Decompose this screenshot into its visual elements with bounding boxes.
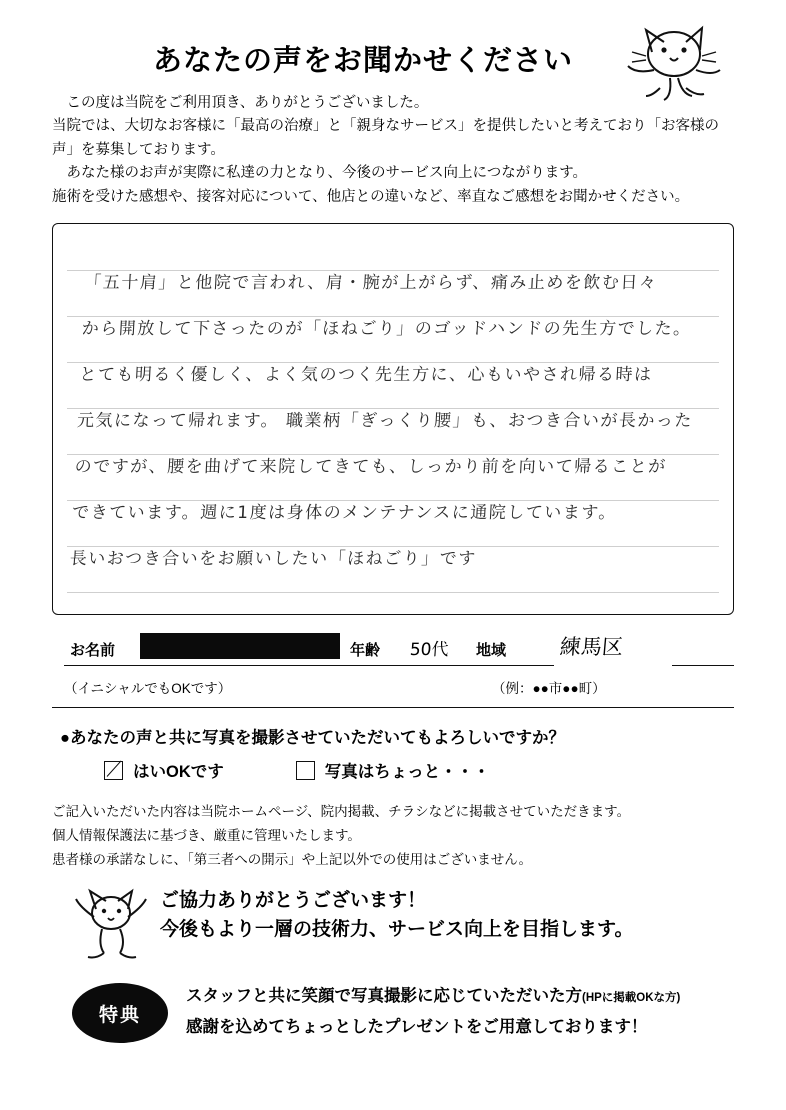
region-field-underline (672, 665, 734, 666)
name-redaction-block (140, 633, 340, 659)
intro-line-2: 当院では、大切なお客様に「最高の治療」と「親身なサービス」を提供したいと考えており「お客様の声」を募集しております。 (52, 118, 719, 158)
handwritten-comment-box (52, 223, 734, 615)
bonus-line-1-main: スタッフと共に笑顔で写真撮影に応じていただいた方 (186, 987, 582, 1006)
respondent-fields (52, 631, 734, 675)
thanks-section (52, 887, 734, 963)
intro-line-3: あなた様のお声が実際に私達の力となり、今後のサービス向上につながります。 (66, 165, 588, 182)
cat-mascot-icon (616, 22, 726, 102)
name-label: お名前 (70, 642, 116, 660)
cat-mascot-cheer-icon (72, 887, 150, 959)
intro-text (52, 92, 730, 209)
form-header (0, 0, 786, 92)
region-label: 地域 (476, 642, 507, 660)
page-title: あなたの声をお聞かせください (152, 45, 573, 77)
name-hint: （イニシャルでもOKです） (64, 681, 232, 697)
checkbox-yes-icon[interactable] (104, 761, 123, 780)
checkbox-no-icon[interactable] (296, 761, 315, 780)
region-hint: （例：●●市●●町） (492, 681, 606, 697)
photo-permission-question: ●あなたの声と共に写真を撮影させていただいてもよろしいですか？ (60, 729, 565, 748)
thanks-text (160, 887, 734, 944)
bonus-line-2: 感謝を込めてちょっとしたプレゼントをご用意しております！ (186, 1017, 648, 1036)
photo-permission-options (52, 758, 734, 782)
bonus-section (52, 977, 734, 1057)
thanks-line-2: 今後もより一層の技術力、サービス向上を目指します。 (160, 918, 634, 940)
intro-line-1: この度は当院をご利用頂き、ありがとうございました。 (66, 95, 429, 111)
thanks-line-1: ご協力ありがとうございます！ (160, 890, 427, 912)
bonus-badge: 特典 (72, 983, 168, 1043)
bonus-text (186, 977, 734, 1042)
privacy-fineprint (52, 800, 734, 871)
photo-permission-no-option[interactable] (296, 758, 490, 782)
region-value: 練馬区 (558, 635, 624, 660)
fineprint-line-2: 個人情報保護法に基づき、厳重に管理いたします。 (52, 828, 361, 844)
intro-line-4: 施術を受けた感想や、接客対応について、他店との違いなど、率直なご感想をお聞かせください。 (52, 188, 690, 205)
field-hints (52, 677, 734, 701)
section-divider (52, 707, 734, 708)
photo-permission-yes-label: はいOKです (133, 763, 224, 782)
handwritten-comment-text: 「五十肩」と他院で言われ、肩・腕が上がらず、痛み止めを飲む日々 から開放して下さったのが「ほねごり」のゴッドハンドの先生方でした。 とても明るく優しく、よく気のつく先生方に、心もいやされ帰る時は 元気になって帰れます。 職業柄「ぎっくり腰」も、おつき合いが長かった のですが、腰を曲げて来院してきても、しっかり前を向いて帰ることが できています。週に1度は身体のメンテナンスに通院しています。 長いおつき合いをお願いしたい「ほねごり」です (69, 273, 694, 570)
bonus-line-1-small: (HPに掲載OKな方) (582, 992, 681, 1005)
age-label: 年齢 (350, 642, 381, 660)
photo-permission-yes-option[interactable] (104, 758, 224, 782)
photo-permission-no-label: 写真はちょっと・・・ (324, 763, 490, 782)
fineprint-line-1: ご記入いただいた内容は当院ホームページ、院内掲載、チラシなどに掲載させていただきます。 (52, 804, 631, 820)
bonus-line-1 (186, 981, 734, 1012)
name-field-underline (64, 665, 554, 666)
age-value: 50代 (409, 640, 450, 661)
fineprint-line-3: 患者様の承諾なしに、「第三者への開示」や上記以外での使用はございません。 (52, 851, 533, 867)
